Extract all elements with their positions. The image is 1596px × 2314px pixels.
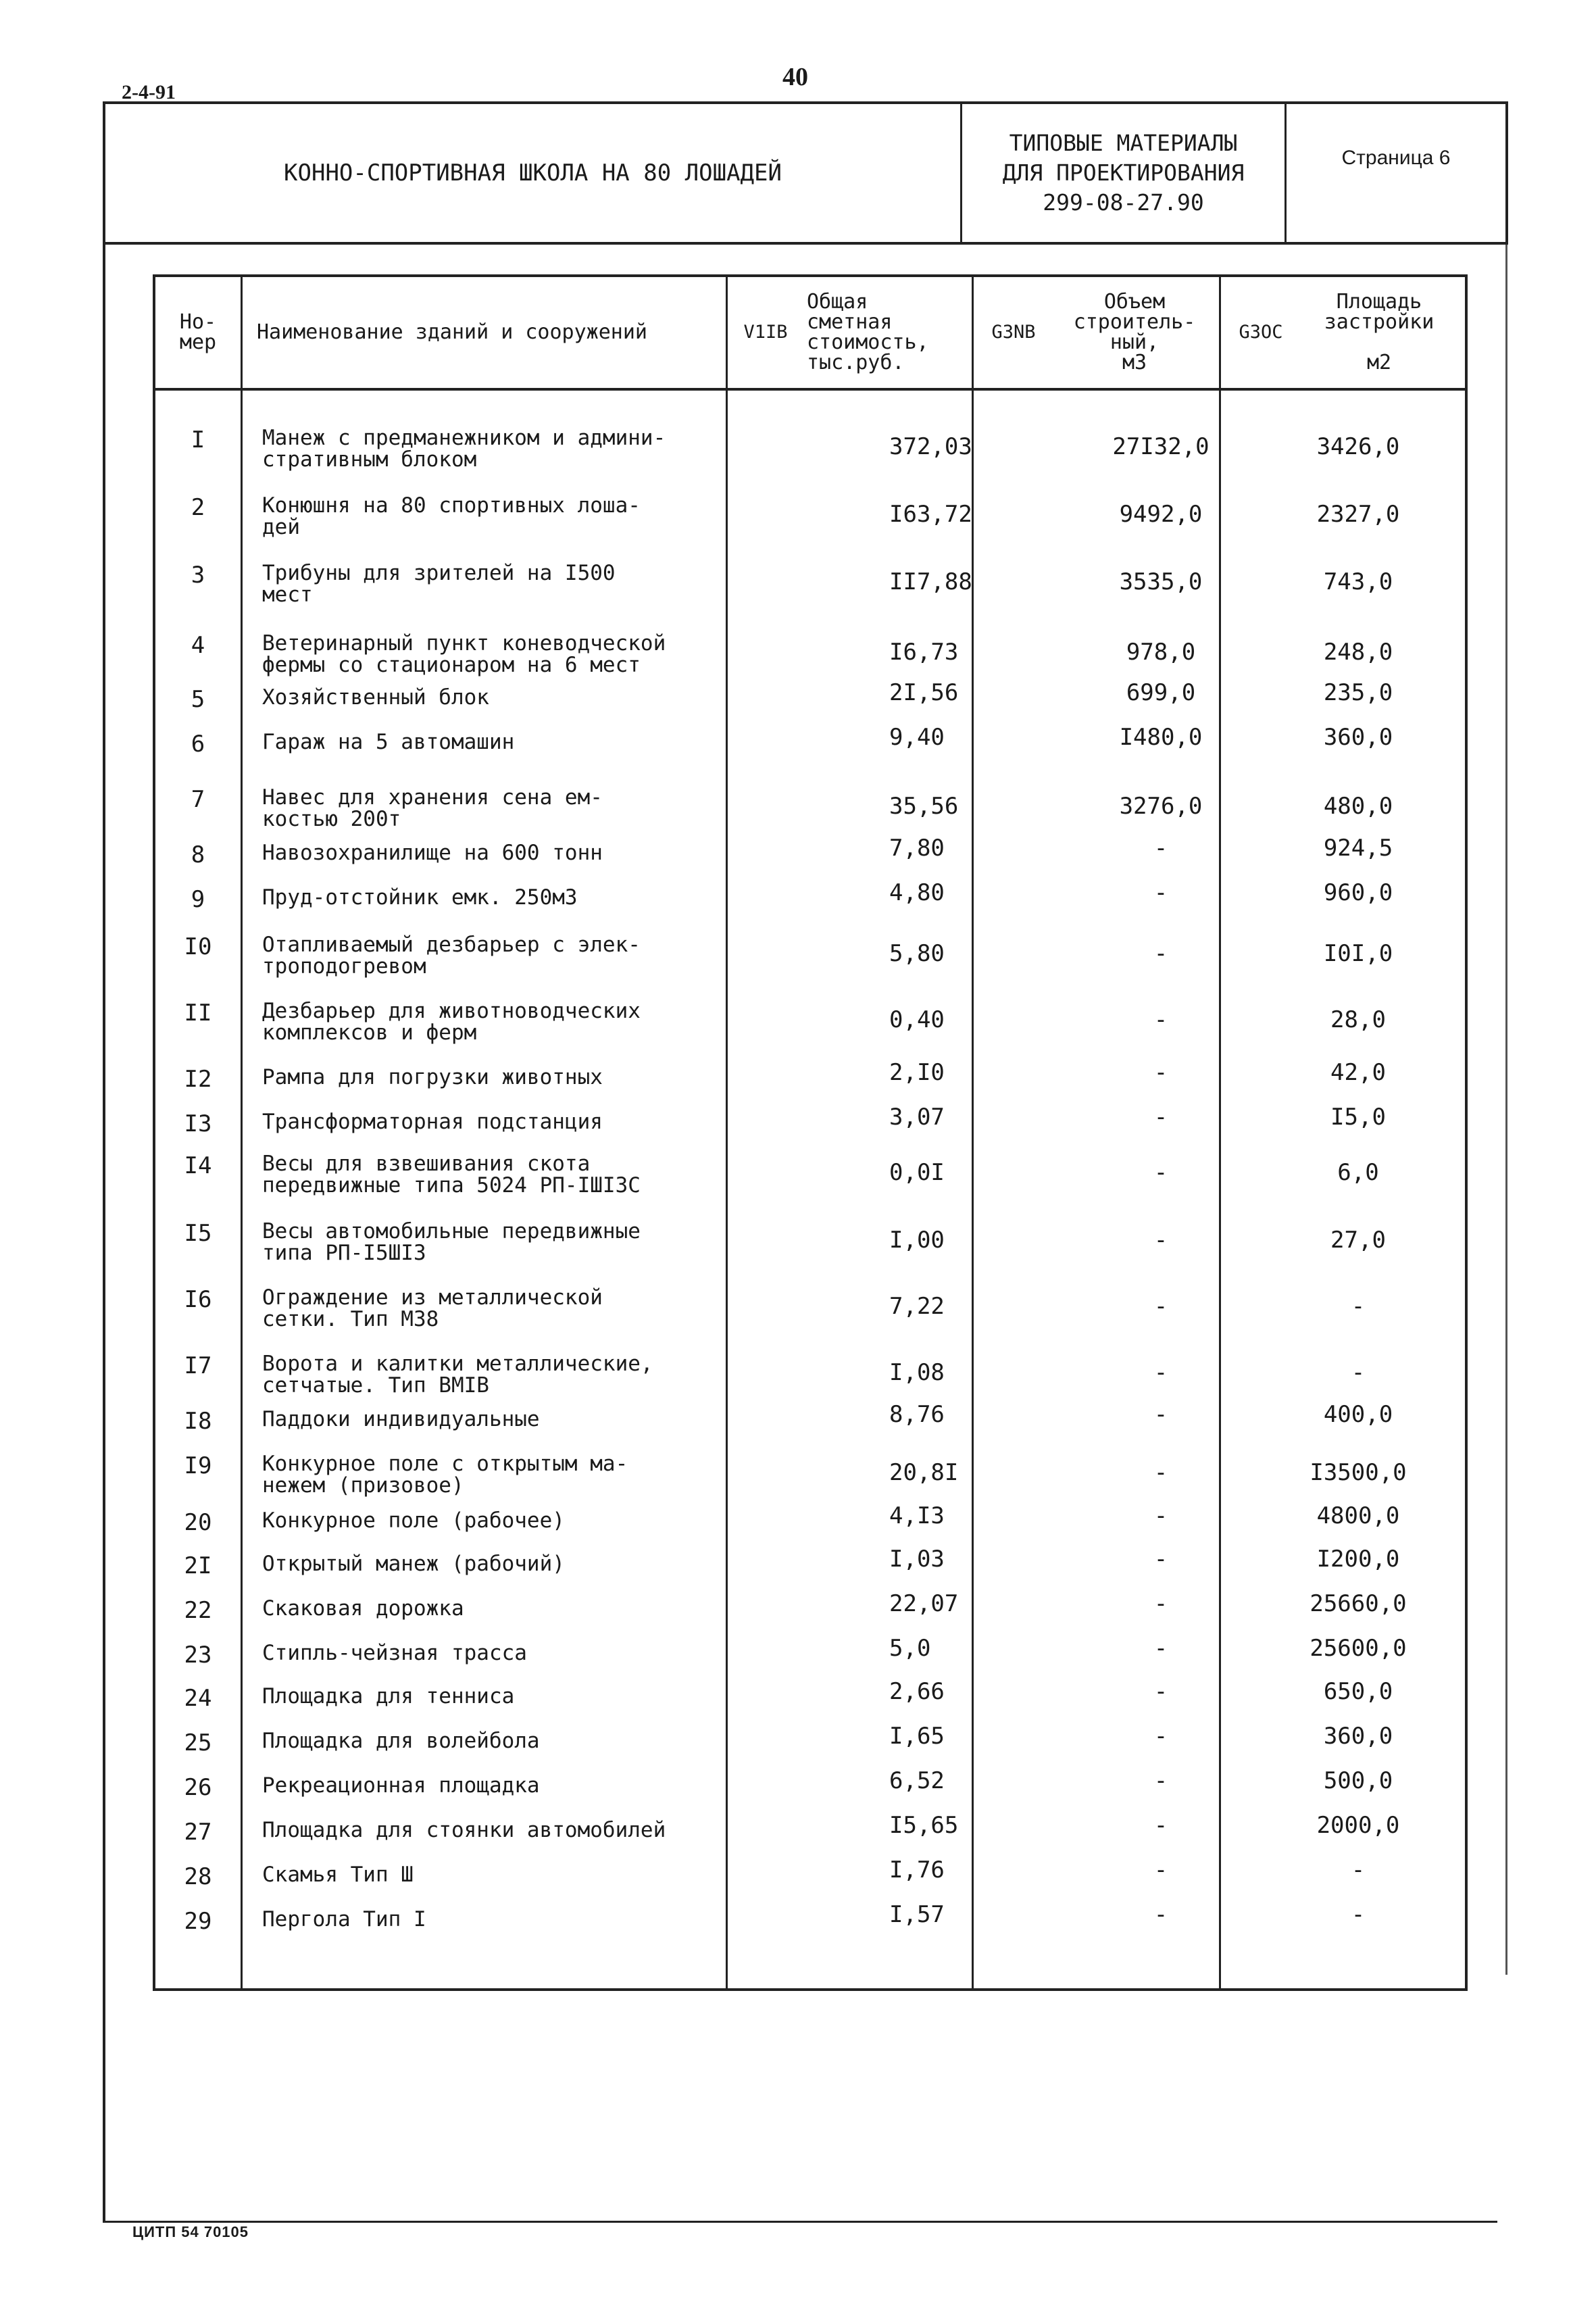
row-number: I7: [184, 1352, 212, 1379]
row-volume: -: [1153, 1401, 1168, 1428]
row-area: 28,0: [1330, 1006, 1386, 1033]
row-area: 743,0: [1323, 568, 1393, 595]
row-name: Пруд-отстойник емк. 250м3: [262, 885, 578, 910]
row-area: 3426,0: [1316, 433, 1400, 460]
row-area: 650,0: [1323, 1678, 1393, 1705]
row-number: 26: [184, 1774, 212, 1801]
row-area: 6,0: [1337, 1159, 1379, 1186]
row-area: 235,0: [1323, 679, 1393, 706]
row-cost: 22,07: [889, 1590, 959, 1617]
row-number: 29: [184, 1908, 212, 1935]
row-name: Весы для взвешивания скота передвижные типа 5024 РП-IШI3С: [262, 1152, 641, 1198]
row-name: Скаковая дорожка: [262, 1596, 464, 1621]
row-volume: -: [1153, 1293, 1168, 1320]
row-volume: 3276,0: [1119, 793, 1203, 820]
row-number: I3: [184, 1110, 212, 1137]
row-area: 42,0: [1330, 1059, 1386, 1086]
row-number: 3: [191, 562, 205, 589]
row-name: Конюшня на 80 спортивных лоша- дей: [262, 493, 641, 539]
row-number: 22: [184, 1597, 212, 1624]
row-number: 7: [191, 786, 205, 813]
header-code-2: G3NB: [991, 322, 1036, 343]
row-area: 960,0: [1323, 879, 1393, 906]
printer-code: ЦИТП 54 70105: [132, 2223, 249, 2240]
frame-right-border: [1505, 245, 1507, 1975]
row-number: 28: [184, 1863, 212, 1890]
row-area: 4800,0: [1316, 1502, 1400, 1529]
row-cost: 0,0I: [889, 1159, 945, 1186]
row-cost: 2I,56: [889, 679, 959, 706]
row-cost: 6,52: [889, 1767, 945, 1794]
row-volume: -: [1153, 1678, 1168, 1705]
row-name: Паддоки индивидуальные: [262, 1407, 540, 1431]
row-area: 25600,0: [1310, 1635, 1407, 1662]
row-name: Ветеринарный пункт коневодческой фермы со стационаром на 6 мест: [262, 631, 666, 677]
row-volume: -: [1153, 1159, 1168, 1186]
row-name: Пергола Тип I: [262, 1907, 426, 1931]
series-line-1: ТИПОВЫЕ МАТЕРИАЛЫ: [1009, 130, 1238, 156]
row-volume: -: [1153, 835, 1168, 862]
frame-bottom-border: [103, 2221, 1497, 2223]
row-name: Скамья Тип Ш: [262, 1863, 414, 1887]
header-code-1: V1IB: [743, 322, 788, 343]
row-number: 24: [184, 1685, 212, 1712]
row-name: Рампа для погрузки животных: [262, 1065, 603, 1089]
row-volume: -: [1153, 879, 1168, 906]
row-number: 4: [191, 632, 205, 659]
frame-left-border: [103, 245, 105, 2222]
row-name: Рекреационная площадка: [262, 1773, 540, 1798]
row-name: Площадка для волейбола: [262, 1729, 540, 1753]
row-name: Манеж с предманежником и админи- стративным блоком: [262, 426, 666, 472]
row-cost: 2,66: [889, 1678, 945, 1705]
row-area: 2327,0: [1316, 501, 1400, 528]
row-number: II: [184, 1000, 212, 1027]
row-number: 20: [184, 1509, 212, 1536]
row-number: 2: [191, 494, 205, 521]
row-volume: 27I32,0: [1112, 433, 1210, 460]
buildings-table: [153, 274, 1468, 1991]
row-cost: I,76: [889, 1856, 945, 1884]
row-number: 8: [191, 841, 205, 868]
page-number: 40: [782, 63, 808, 91]
row-cost: 5,0: [889, 1635, 931, 1662]
row-cost: 8,76: [889, 1401, 945, 1428]
row-volume: I480,0: [1119, 724, 1203, 751]
row-name: Хозяйственный блок: [262, 685, 489, 710]
row-cost: 4,80: [889, 879, 945, 906]
row-area: -: [1351, 1293, 1366, 1320]
row-area: 360,0: [1323, 1723, 1393, 1750]
row-volume: 3535,0: [1119, 568, 1203, 595]
row-volume: -: [1153, 1059, 1168, 1086]
row-cost: I,03: [889, 1546, 945, 1573]
column-divider: [726, 277, 728, 1988]
row-name: Трансформаторная подстанция: [262, 1110, 603, 1134]
row-number: I8: [184, 1408, 212, 1435]
series-line-3: 299-08-27.90: [1043, 189, 1204, 216]
row-name: Площадка для стоянки автомобилей: [262, 1818, 666, 1842]
row-area: 2000,0: [1316, 1812, 1400, 1839]
row-name: Отапливаемый дезбарьер с элек- троподогревом: [262, 933, 641, 979]
row-volume: -: [1153, 1635, 1168, 1662]
row-volume: -: [1153, 1856, 1168, 1884]
row-volume: -: [1153, 1359, 1168, 1386]
row-volume: 978,0: [1126, 639, 1196, 666]
row-volume: 9492,0: [1119, 501, 1203, 528]
row-number: I6: [184, 1286, 212, 1313]
row-volume: -: [1153, 1227, 1168, 1254]
row-number: 27: [184, 1819, 212, 1846]
row-area: I0I,0: [1323, 940, 1393, 967]
row-name: Открытый манеж (рабочий): [262, 1552, 565, 1576]
row-cost: I,08: [889, 1359, 945, 1386]
header-volume: Объем строитель- ный, м3: [1073, 290, 1196, 374]
row-number: I0: [184, 933, 212, 960]
row-number: 5: [191, 686, 205, 713]
row-cost: I63,72: [889, 501, 972, 528]
row-area: -: [1351, 1856, 1366, 1884]
row-volume: 699,0: [1126, 679, 1196, 706]
row-number: 6: [191, 731, 205, 758]
row-cost: 9,40: [889, 724, 945, 751]
row-name: Конкурное поле с открытым ма- нежем (призовое): [262, 1452, 628, 1498]
series-line-2: ДЛЯ ПРОЕКТИРОВАНИЯ: [1002, 159, 1245, 186]
row-cost: I,65: [889, 1723, 945, 1750]
row-number: 25: [184, 1729, 212, 1756]
row-volume: -: [1153, 940, 1168, 967]
row-name: Трибуны для зрителей на I500 мест: [262, 561, 616, 607]
row-cost: I5,65: [889, 1812, 959, 1839]
row-area: 248,0: [1323, 639, 1393, 666]
header-cost: Общая сметная стоимость, тыс.руб.: [807, 290, 929, 374]
row-area: I200,0: [1316, 1546, 1400, 1573]
title-block: [103, 101, 1508, 245]
row-cost: 2,I0: [889, 1059, 945, 1086]
document-code: 2-4-91: [122, 81, 176, 103]
row-volume: -: [1153, 1104, 1168, 1131]
row-volume: -: [1153, 1459, 1168, 1486]
header-area: Площадь застройки м2: [1324, 290, 1435, 374]
project-title: КОННО-СПОРТИВНАЯ ШКОЛА НА 80 ЛОШАДЕЙ: [105, 104, 962, 242]
row-name: Дезбарьер для животноводческих комплексов и ферм: [262, 999, 641, 1045]
row-name: Ограждение из металлической сетки. Тип М38: [262, 1285, 603, 1331]
row-name: Стипль-чейзная трасса: [262, 1641, 527, 1665]
row-volume: -: [1153, 1546, 1168, 1573]
header-code-3: G3OC: [1239, 322, 1283, 343]
row-area: 400,0: [1323, 1401, 1393, 1428]
row-volume: -: [1153, 1812, 1168, 1839]
row-number: 23: [184, 1642, 212, 1669]
row-area: -: [1351, 1901, 1366, 1928]
row-cost: 35,56: [889, 793, 959, 820]
row-cost: 5,80: [889, 940, 945, 967]
row-volume: -: [1153, 1590, 1168, 1617]
row-area: I3500,0: [1310, 1459, 1407, 1486]
row-name: Гараж на 5 автомашин: [262, 730, 515, 754]
page-label: Страница 6: [1341, 147, 1451, 169]
row-area: I5,0: [1330, 1104, 1386, 1131]
row-cost: 4,I3: [889, 1502, 945, 1529]
row-number: I5: [184, 1220, 212, 1247]
row-cost: I,00: [889, 1227, 945, 1254]
row-number: I9: [184, 1452, 212, 1479]
header-divider: [155, 388, 1465, 391]
row-name: Площадка для тенниса: [262, 1684, 515, 1708]
column-divider: [241, 277, 243, 1988]
row-cost: 20,8I: [889, 1459, 959, 1486]
row-volume: -: [1153, 1723, 1168, 1750]
row-area: 27,0: [1330, 1227, 1386, 1254]
row-volume: -: [1153, 1767, 1168, 1794]
header-number: Но- мер: [179, 310, 217, 354]
series-info: [962, 104, 1287, 242]
row-area: 924,5: [1323, 835, 1393, 862]
row-name: Ворота и калитки металлические, сетчатые. Тип ВМIВ: [262, 1352, 653, 1398]
header-name: Наименование зданий и сооружений: [257, 320, 647, 344]
row-volume: -: [1153, 1502, 1168, 1529]
row-cost: 372,03: [889, 433, 972, 460]
row-cost: I,57: [889, 1901, 945, 1928]
row-number: I: [191, 426, 205, 453]
row-name: Конкурное поле (рабочее): [262, 1508, 565, 1533]
row-cost: II7,88: [889, 568, 972, 595]
row-area: 500,0: [1323, 1767, 1393, 1794]
row-cost: 0,40: [889, 1006, 945, 1033]
row-name: Навозохранилище на 600 тонн: [262, 841, 603, 865]
row-area: 480,0: [1323, 793, 1393, 820]
row-volume: -: [1153, 1901, 1168, 1928]
row-area: -: [1351, 1359, 1366, 1386]
row-area: 25660,0: [1310, 1590, 1407, 1617]
row-cost: 7,22: [889, 1293, 945, 1320]
row-name: Навес для хранения сена ем- костью 200т: [262, 785, 603, 831]
row-cost: 7,80: [889, 835, 945, 862]
row-name: Весы автомобильные передвижные типа РП-I5ШI3: [262, 1219, 641, 1265]
row-cost: 3,07: [889, 1104, 945, 1131]
row-cost: I6,73: [889, 639, 959, 666]
row-area: 360,0: [1323, 724, 1393, 751]
row-number: 2I: [184, 1552, 212, 1579]
row-number: 9: [191, 886, 205, 913]
row-number: I4: [184, 1152, 212, 1179]
row-volume: -: [1153, 1006, 1168, 1033]
row-number: I2: [184, 1066, 212, 1093]
